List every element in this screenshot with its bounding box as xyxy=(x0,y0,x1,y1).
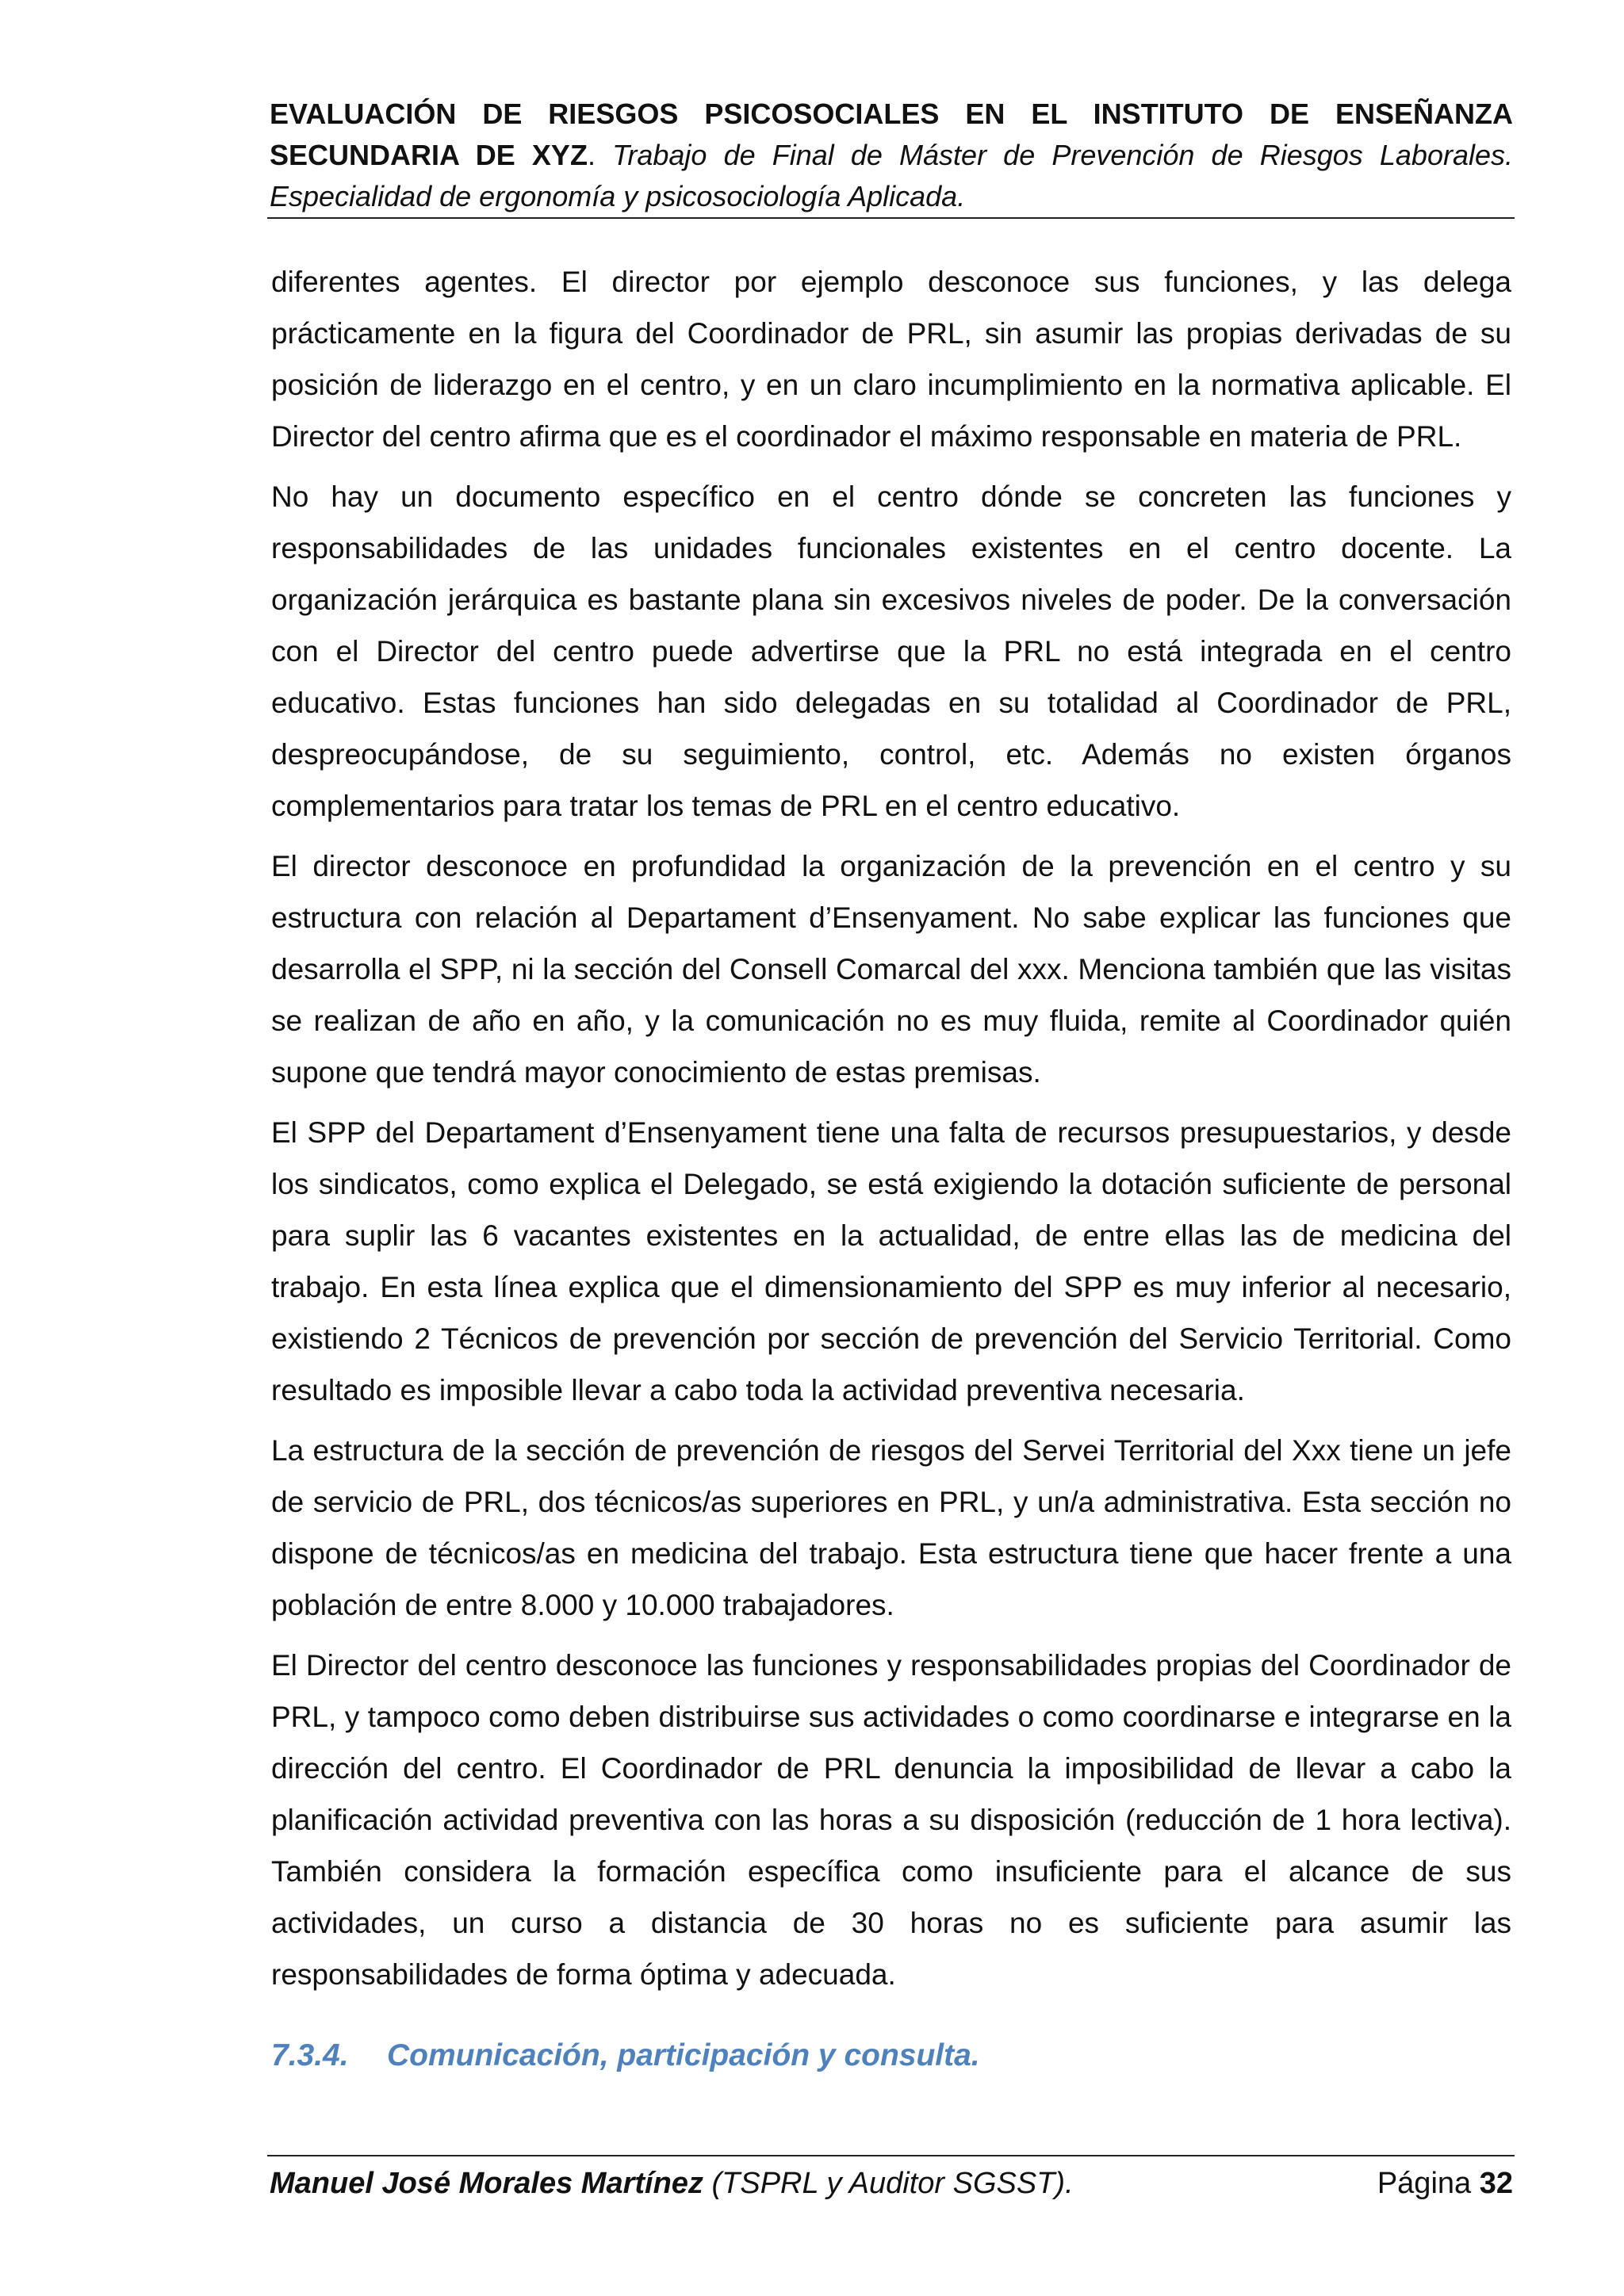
body-paragraph-6: El Director del centro desconoce las funciones y responsabilidades propias del Coordinador de PRL, y tampoco como deben distribuirse sus actividades o como coordinarse e integrarse en la dirección del centro. El Coordinador de PRL denuncia la imposibilidad de llevar a cabo la planificación actividad preventiva con las horas a su disposición (reducción de 1 hora lectiva). También considera la formación específica como insuficiente para el alcance de sus actividades, un curso a distancia de 30 horas no es suficiente para asumir las responsabilidades de forma óptima y adecuada. xyxy=(271,1649,1511,1991)
body-paragraph-4: El SPP del Departament d’Ensenyament tiene una falta de recursos presupuestarios, y desde los sindicatos, como explica el Delegado, se está exigiendo la dotación suficiente de personal para suplir las 6 vacantes existentes en la actualidad, de entre ellas las de medicina del trabajo. En esta línea explica que el dimensionamiento del SPP es muy inferior al necesario, existiendo 2 Técnicos de prevención por sección de prevención del Servicio Territorial. Como resultado es imposible llevar a cabo toda la actividad preventiva necesaria. xyxy=(271,1116,1511,1406)
page-header xyxy=(270,94,1513,217)
section-number: 7.3.4. xyxy=(271,2038,349,2072)
body-paragraph-1: diferentes agentes. El director por ejemplo desconoce sus funciones, y las delega prácticamente en la figura del Coordinador de PRL, sin asumir las propias derivadas de su posición de liderazgo en el centro, y en un claro incumplimiento en la normativa aplicable. El Director del centro afirma que es el coordinador el máximo responsable en materia de PRL. xyxy=(271,266,1511,453)
page-number: 32 xyxy=(1479,2167,1513,2200)
section-heading xyxy=(271,2032,1511,2080)
document-subtitle: Trabajo de Final de Máster de Prevención de Riesgos Laborales. Especialidad de ergonomía y psicosociología Aplicada. xyxy=(270,139,1513,212)
author-name: Manuel José Morales Martínez xyxy=(270,2167,703,2200)
footer-divider xyxy=(267,2155,1515,2156)
page-indicator xyxy=(1377,2163,1513,2204)
section-title: Comunicación, participación y consulta. xyxy=(387,2038,980,2072)
document-title: EVALUACIÓN DE RIESGOS PSICOSOCIALES EN EL INSTITUTO DE ENSEÑANZA SECUNDARIA DE XYZ xyxy=(270,98,1513,171)
body-paragraph-5: La estructura de la sección de prevención de riesgos del Servei Territorial del Xxx tiene un jefe de servicio de PRL, dos técnicos/as superiores en PRL, y un/a administrativa. Esta sección no dispone de técnicos/as en medicina del trabajo. Esta estructura tiene que hacer frente a una población de entre 8.000 y 10.000 trabajadores. xyxy=(271,1434,1511,1621)
title-separator: . xyxy=(587,139,613,171)
header-divider xyxy=(267,217,1515,219)
body-paragraph-2: No hay un documento específico en el centro dónde se concreten las funciones y responsabilidades de las unidades funcionales existentes en el centro docente. La organización jerárquica es bastante plana sin excesivos niveles de poder. De la conversación con el Director del centro puede advertirse que la PRL no está integrada en el centro educativo. Estas funciones han sido delegadas en su totalidad al Coordinador de PRL, despreocupándose, de su seguimiento, control, etc. Además no existen órganos complementarios para tratar los temas de PRL en el centro educativo. xyxy=(271,480,1511,822)
body-paragraph-3: El director desconoce en profundidad la organización de la prevención en el centro y su estructura con relación al Departament d’Ensenyament. No sabe explicar las funciones que desarrolla el SPP, ni la sección del Consell Comarcal del xxx. Menciona también que las visitas se realizan de año en año, y la comunicación no es muy fluida, remite al Coordinador quién supone que tendrá mayor conocimiento de estas premisas. xyxy=(271,850,1511,1089)
footer-credit xyxy=(270,2163,1074,2204)
page-body xyxy=(271,256,1511,2080)
page-footer xyxy=(270,2163,1513,2204)
author-role: (TSPRL y Auditor SGSST). xyxy=(703,2167,1074,2200)
page-label: Página xyxy=(1377,2167,1480,2200)
